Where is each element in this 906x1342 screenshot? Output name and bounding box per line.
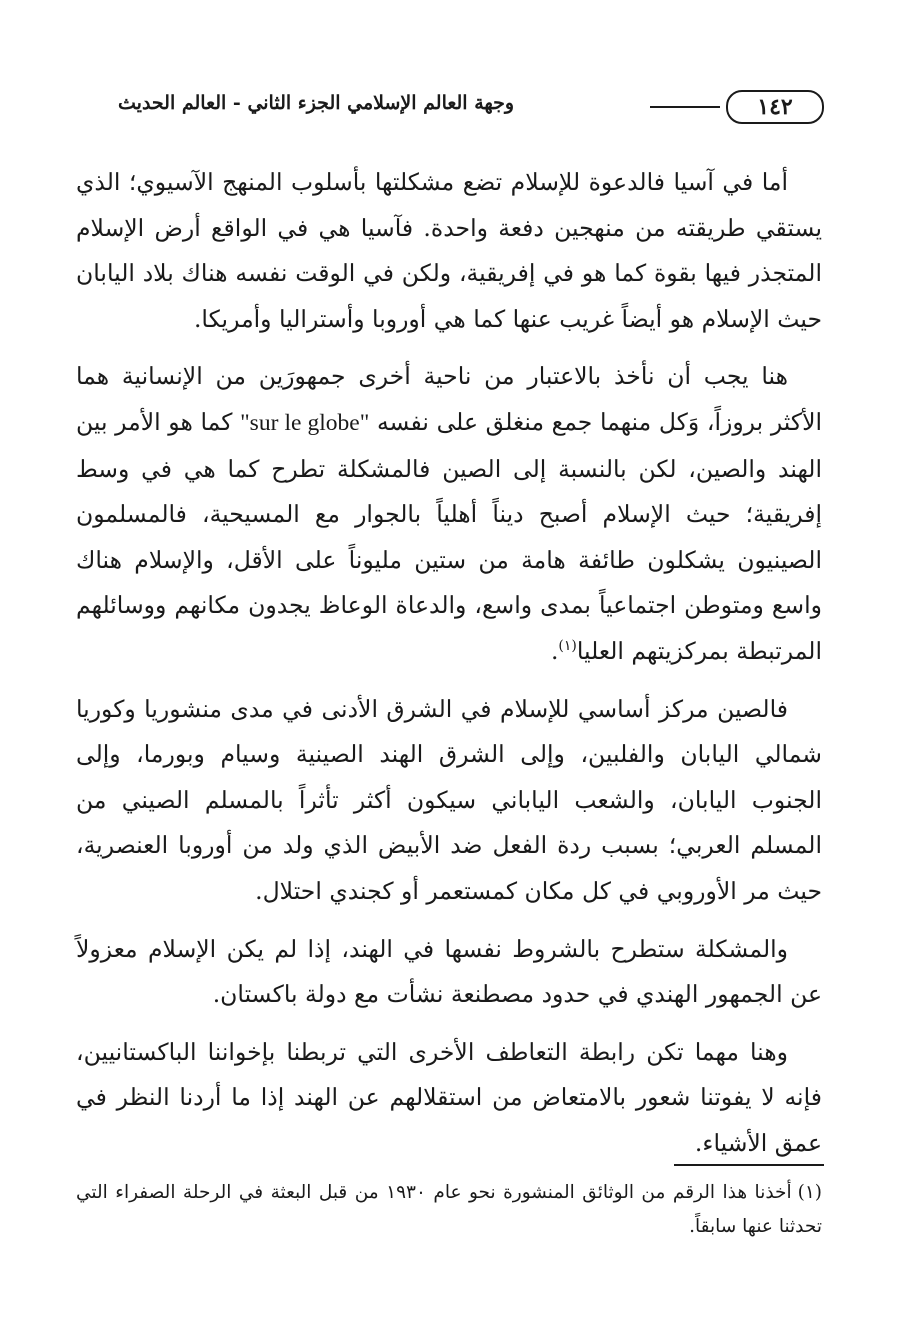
- footnote-rule: [674, 1164, 824, 1166]
- running-title: وجهة العالم الإسلامي الجزء الثاني - العالم الحديث: [118, 92, 515, 114]
- header-rule: [650, 106, 720, 108]
- body-text: [76, 160, 822, 1178]
- paragraph-asia: أما في آسيا فالدعوة للإسلام تضع مشكلتها بأسلوب المنهج الآسيوي؛ الذي يستقي طريقته من منهجين دفعة واحدة. فآسيا هي في الواقع أرض الإسلام المتجذر فيها بقوة كما هو في إفريقية، ولكن في الوقت نفسه هناك بلاد اليابان حيث الإسلام هو أيضاً غريب عنها كما هي أوروبا وأستراليا وأمريكا.: [76, 168, 822, 333]
- page-header: [118, 86, 824, 128]
- paragraph-china-end: .: [550, 636, 559, 665]
- footnote-reference[interactable]: (١): [558, 638, 577, 655]
- footnote: [76, 1176, 822, 1244]
- footnote-marker: (١): [797, 1182, 823, 1203]
- paragraph-china-part-1: هنا يجب أن نأخذ بالاعتبار من ناحية أخرى جمهورَين من الإنسانية هما الأكثر بروزاً، وَكل منهما جمع منغلق على نفسه: [76, 362, 823, 436]
- paragraph-pakistan: وهنا مهما تكن رابطة التعاطف الأخرى التي تربطنا بإخواننا الباكستانيين، فإنه لا يفوتنا شعور بالامتعاض من استقلالهم عن الهند إذا ما أردنا النظر في عمق الأشياء.: [76, 1037, 822, 1157]
- latin-phrase: "sur le globe": [240, 409, 370, 436]
- paragraph-india: والمشكلة ستطرح بالشروط نفسها في الهند، إذا لم يكن الإسلام معزولاً عن الجمهور الهندي في حدود مصطنعة نشأت مع دولة باكستان.: [76, 934, 822, 1009]
- page-number: ١٤٢: [726, 90, 824, 124]
- footnote-text: أخذنا هذا الرقم من الوثائق المنشورة نحو عام ١٩٣٠ من قبل البعثة في الرحلة الصفراء التي تحدثنا عنها سابقاً.: [76, 1182, 822, 1237]
- paragraph-china: [76, 354, 822, 674]
- paragraph-china-part-2: كما هو الأمر بين الهند والصين، لكن بالنسبة إلى الصين فالمشكلة تطرح كما هي في وسط إفريقية؛ حيث الإسلام أصبح ديناً أهلياً بالجوار مع المسيحية، فالمسلمون الصينيون يشكلون طائفة هامة من ستين مليوناً على الأقل، والإسلام هناك واسع ومتوطن اجتماعياً بمدى واسع، والدعاة الوعاظ يجدون مكانهم ووسائلهم المرتبطة بمركزيتهم العليا: [76, 407, 822, 665]
- paragraph-china-center: فالصين مركز أساسي للإسلام في الشرق الأدنى في مدى منشوريا وكوريا شمالي اليابان والفلبين، وإلى الشرق الهند الصينية وسيام وبورما، وإلى الجنوب اليابان، والشعب الياباني سيكون أكثر تأثراً بالمسلم الصيني من المسلم العربي؛ بسبب ردة الفعل ضد الأبيض الذي ولد من أوروبا العنصرية، حيث مر الأوروبي في كل مكان كمستعمر أو كجندي احتلال.: [76, 694, 822, 905]
